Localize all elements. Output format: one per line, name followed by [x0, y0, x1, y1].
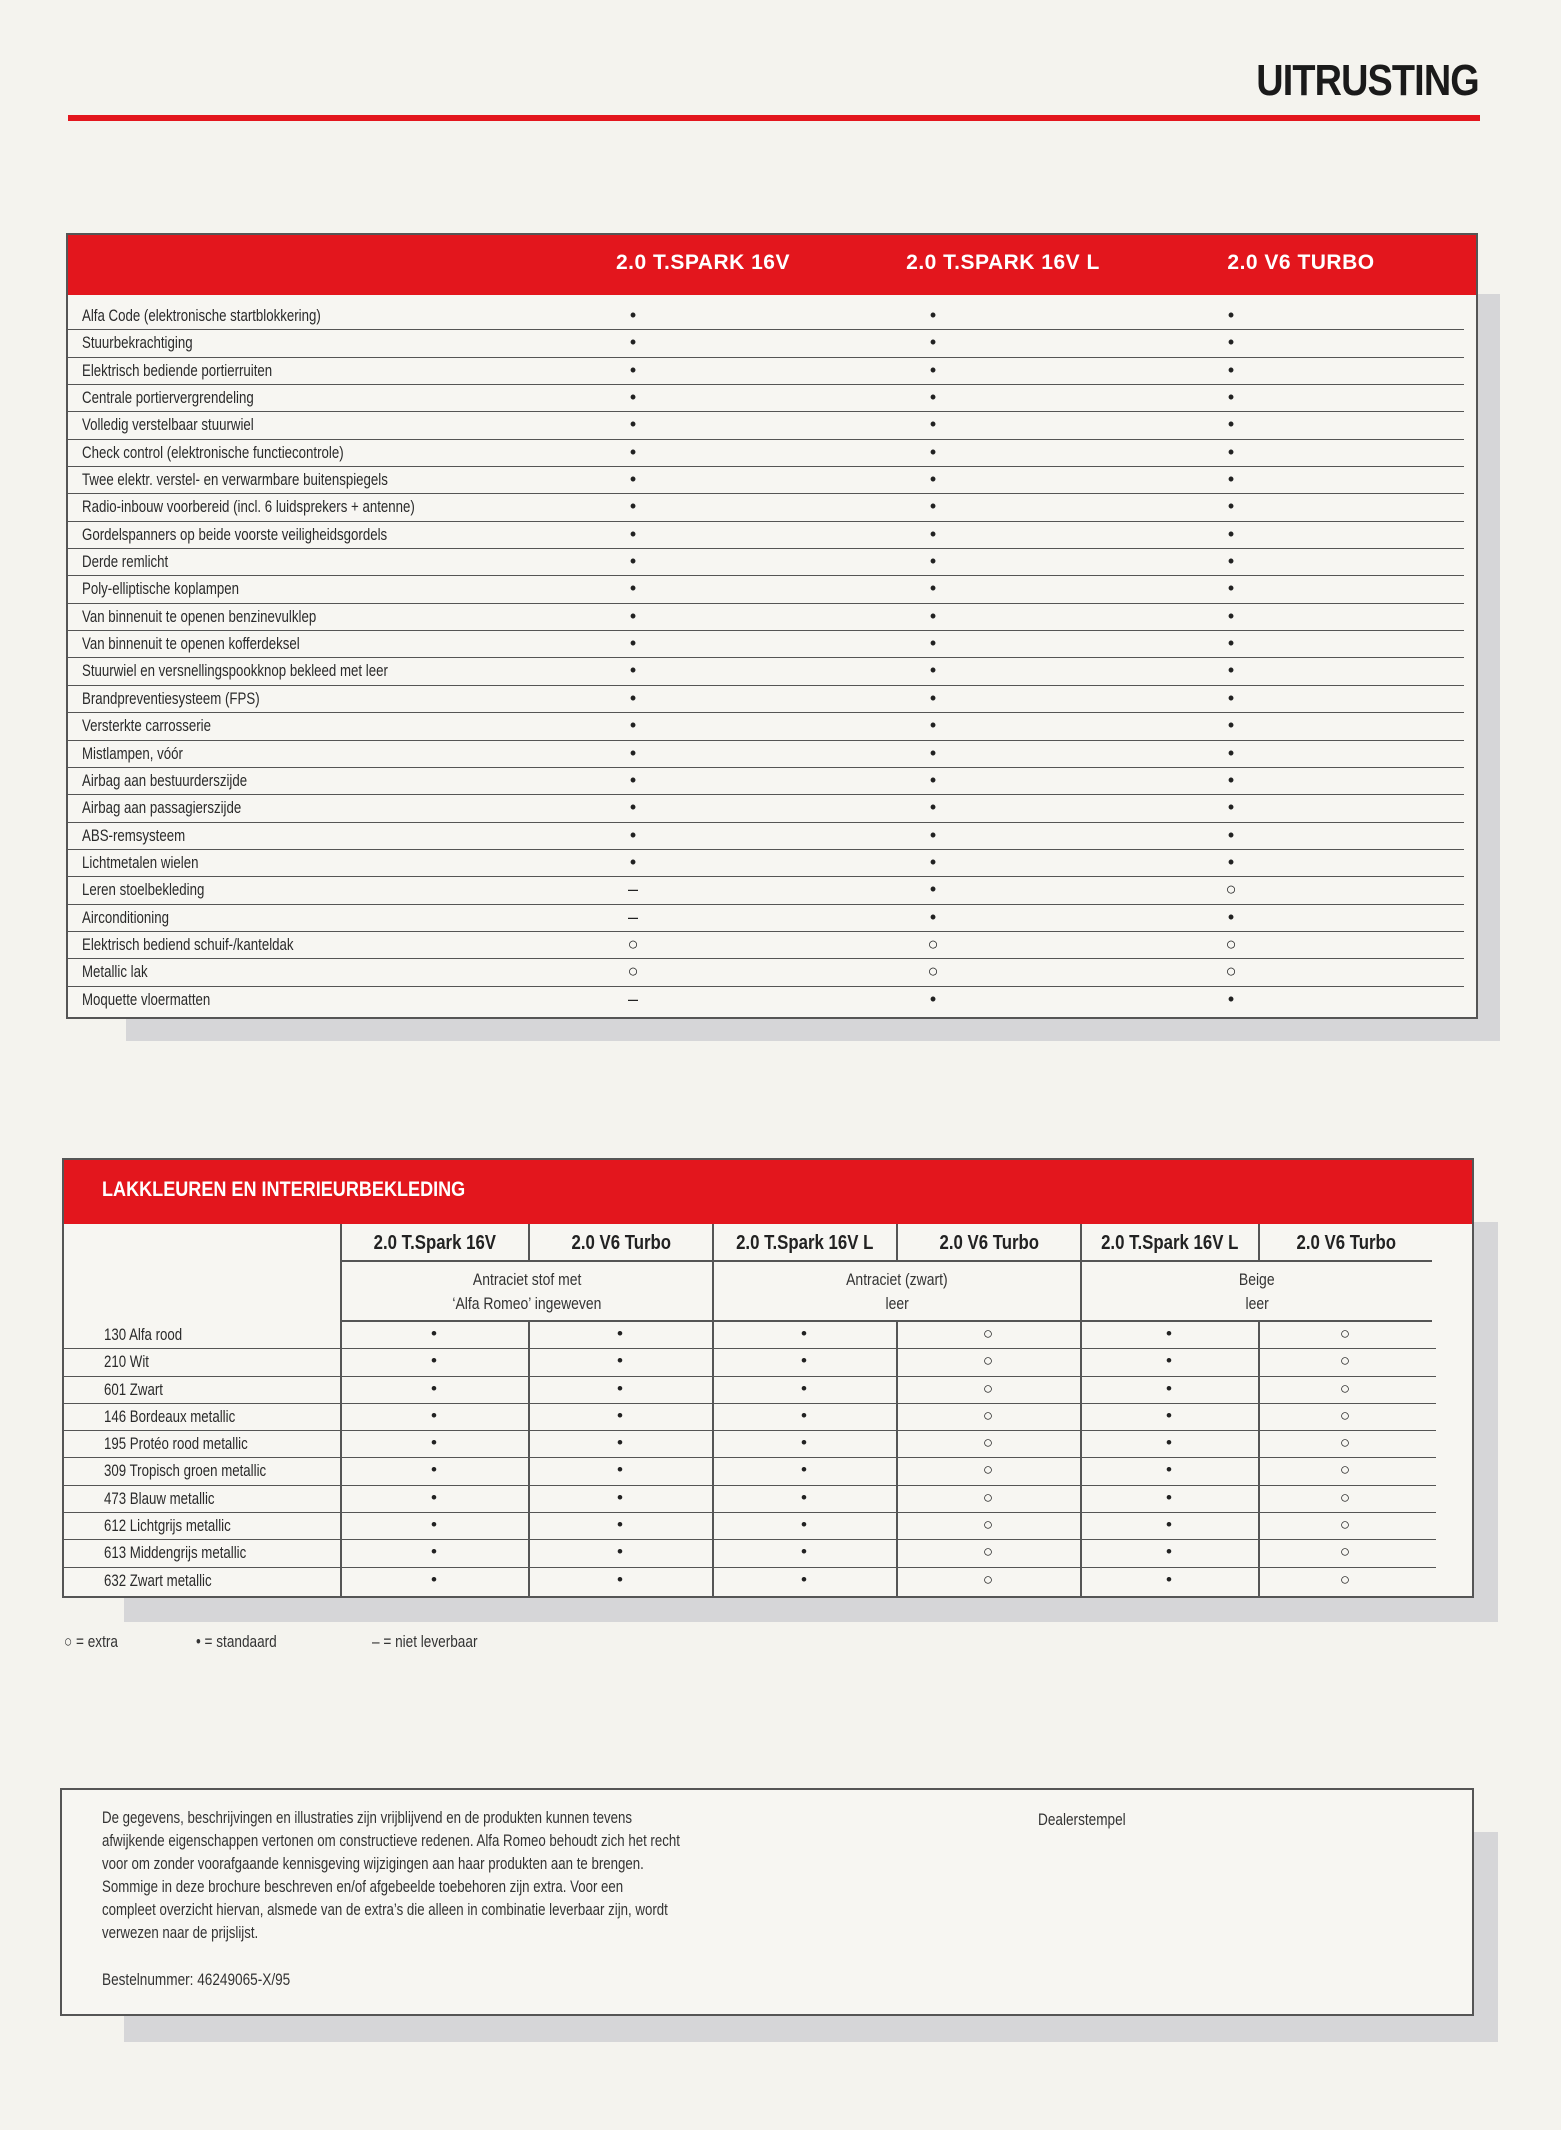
table-row [68, 303, 1464, 330]
color-value: ○ [982, 1405, 994, 1425]
table-row [68, 713, 1464, 740]
equipment-label: Check control (elektronische functiecontrole) [82, 442, 344, 462]
column-divider [712, 1322, 714, 1596]
equipment-value: • [1227, 441, 1235, 462]
table-row [64, 1568, 1436, 1595]
color-value: • [1166, 1460, 1172, 1480]
color-value: • [801, 1433, 807, 1453]
equipment-label: Lichtmetalen wielen [82, 852, 199, 872]
color-value: • [1166, 1487, 1172, 1507]
color-label: 130 Alfa rood [104, 1325, 183, 1344]
equipment-value: • [1227, 496, 1235, 517]
color-value: • [617, 1460, 623, 1480]
equipment-label: Moquette vloermatten [82, 989, 211, 1009]
color-value: • [801, 1324, 807, 1343]
equipment-value: • [629, 742, 637, 763]
equipment-value: • [929, 851, 937, 872]
table-row [68, 905, 1464, 932]
equipment-rows [68, 303, 1464, 1014]
equipment-label: Airbag aan bestuurderszijde [82, 770, 248, 790]
disclaimer-line: afwijkende eigenschappen vertonen om constructieve redenen. Alfa Romeo behoudt zich het recht [102, 1831, 680, 1850]
column-divider [896, 1322, 898, 1596]
color-value: • [801, 1569, 807, 1589]
equipment-value: • [929, 332, 937, 353]
equipment-column-header: 2.0 T.SPARK 16V L [906, 251, 1100, 274]
equipment-value: ○ [627, 933, 639, 954]
equipment-value: ○ [1225, 961, 1237, 982]
color-label: 632 Zwart metallic [104, 1570, 212, 1590]
order-number: Bestelnummer: 46249065-X/95 [102, 1970, 291, 1989]
equipment-value: • [1227, 660, 1235, 681]
equipment-value: • [929, 578, 937, 599]
equipment-value: – [627, 988, 638, 1009]
color-value: • [1166, 1569, 1172, 1589]
legend-unavailable: – = niet leverbaar [372, 1632, 478, 1651]
color-label: 210 Wit [104, 1352, 149, 1372]
equipment-value: • [929, 769, 937, 790]
disclaimer-box [60, 1788, 1474, 2016]
color-value: • [431, 1405, 437, 1425]
equipment-value: • [929, 441, 937, 462]
colors-column-header: 2.0 T.Spark 16V [340, 1224, 528, 1262]
disclaimer-text [102, 1806, 902, 1944]
color-value: • [801, 1378, 807, 1398]
color-value: ○ [1339, 1433, 1351, 1453]
equipment-value: • [629, 305, 637, 325]
color-value: • [801, 1515, 807, 1535]
equipment-value: • [929, 715, 937, 736]
equipment-value: • [629, 332, 637, 353]
color-value: ○ [1339, 1542, 1351, 1562]
color-value: ○ [982, 1487, 994, 1507]
table-row [68, 440, 1464, 467]
table-row [64, 1458, 1436, 1485]
equipment-value: • [629, 387, 637, 408]
table-row [68, 850, 1464, 877]
equipment-value: • [629, 687, 637, 708]
color-value: • [617, 1378, 623, 1398]
equipment-value: • [629, 414, 637, 435]
table-row [68, 877, 1464, 904]
color-value: ○ [1339, 1351, 1351, 1371]
equipment-label: Stuurbekrachtiging [82, 333, 193, 353]
equipment-value: • [1227, 359, 1235, 380]
equipment-label: Twee elektr. verstel- en verwarmbare buitenspiegels [82, 470, 388, 490]
table-row [68, 549, 1464, 576]
disclaimer-line: verwezen naar de prijslijst. [102, 1923, 259, 1942]
equipment-value: – [627, 879, 638, 900]
color-value: • [431, 1515, 437, 1535]
equipment-value: • [629, 715, 637, 736]
colors-column-header: 2.0 V6 Turbo [896, 1224, 1080, 1262]
equipment-value: • [929, 496, 937, 517]
disclaimer-line: voor om zonder voorafgaande kennisgeving wijzigingen aan haar produkten aan te brengen. [102, 1854, 644, 1873]
table-row [64, 1349, 1436, 1376]
table-row [68, 467, 1464, 494]
color-value: • [617, 1515, 623, 1535]
color-value: ○ [982, 1515, 994, 1535]
equipment-value: • [1227, 769, 1235, 790]
color-value: • [617, 1405, 623, 1425]
equipment-value: • [1227, 414, 1235, 435]
equipment-value: ○ [627, 961, 639, 982]
equipment-value: ○ [927, 933, 939, 954]
legend-standard: • = standaard [196, 1632, 277, 1651]
equipment-value: • [1227, 687, 1235, 708]
disclaimer-line: compleet overzicht hiervan, alsmede van de extra’s die alleen in combinatie leverbaar zijn, wordt [102, 1900, 668, 1919]
equipment-label: Elektrisch bediend schuif-/kanteldak [82, 934, 294, 954]
equipment-label: Derde remlicht [82, 552, 169, 572]
table-row [68, 385, 1464, 412]
equipment-value: • [1227, 332, 1235, 353]
equipment-label: Stuurwiel en versnellingspookknop bekleed met leer [82, 661, 388, 681]
color-value: ○ [982, 1351, 994, 1371]
table-row [68, 686, 1464, 713]
table-row [68, 795, 1464, 822]
color-value: • [801, 1542, 807, 1562]
equipment-value: • [1227, 633, 1235, 654]
color-value: • [431, 1324, 437, 1343]
color-value: ○ [1339, 1324, 1351, 1343]
color-value: • [431, 1569, 437, 1589]
colors-rows [64, 1322, 1436, 1595]
equipment-label: ABS-remsysteem [82, 825, 186, 845]
color-value: ○ [1339, 1460, 1351, 1480]
equipment-value: • [1227, 851, 1235, 872]
legend-extra: ○ = extra [64, 1632, 118, 1651]
color-value: • [1166, 1515, 1172, 1535]
equipment-value: • [1227, 387, 1235, 408]
table-row [64, 1513, 1436, 1540]
table-row [68, 932, 1464, 959]
colors-column-header: 2.0 T.Spark 16V L [1080, 1224, 1258, 1262]
equipment-value: • [929, 879, 937, 900]
color-value: • [431, 1542, 437, 1562]
color-value: • [801, 1487, 807, 1507]
color-value: • [1166, 1433, 1172, 1453]
equipment-value: • [929, 824, 937, 845]
color-value: ○ [1339, 1487, 1351, 1507]
equipment-value: • [1227, 305, 1235, 325]
equipment-value: • [1227, 797, 1235, 818]
color-value: • [431, 1433, 437, 1453]
table-row [64, 1404, 1436, 1431]
color-label: 146 Bordeaux metallic [104, 1406, 236, 1426]
equipment-value: ○ [1225, 879, 1237, 900]
equipment-value: • [629, 605, 637, 626]
color-label: 601 Zwart [104, 1379, 163, 1399]
equipment-value: • [929, 660, 937, 681]
equipment-value: • [929, 742, 937, 763]
equipment-table-header [68, 235, 1476, 295]
table-row [64, 1431, 1436, 1458]
equipment-label: Elektrisch bediende portierruiten [82, 360, 273, 380]
color-value: ○ [982, 1542, 994, 1562]
equipment-value: • [629, 769, 637, 790]
equipment-label: Versterkte carrosserie [82, 716, 211, 736]
color-value: • [801, 1405, 807, 1425]
color-value: • [617, 1324, 623, 1343]
color-value: • [431, 1487, 437, 1507]
equipment-value: • [929, 797, 937, 818]
color-value: ○ [982, 1569, 994, 1589]
column-divider [1080, 1322, 1082, 1596]
colors-table-title: LAKKLEUREN EN INTERIEURBEKLEDING [102, 1178, 466, 1201]
equipment-label: Van binnenuit te openen benzinevulklep [82, 606, 317, 626]
title-rule [68, 115, 1480, 121]
color-value: ○ [982, 1433, 994, 1453]
equipment-value: • [929, 414, 937, 435]
color-value: • [617, 1433, 623, 1453]
equipment-label: Mistlampen, vóór [82, 743, 183, 763]
equipment-label: Van binnenuit te openen kofferdeksel [82, 634, 300, 654]
equipment-value: • [629, 578, 637, 599]
equipment-label: Airconditioning [82, 907, 169, 927]
equipment-value: • [629, 797, 637, 818]
column-divider [340, 1322, 342, 1596]
disclaimer-line: Sommige in deze brochure beschreven en/of afgebeelde toebehoren zijn extra. Voor een [102, 1877, 624, 1896]
table-row [68, 330, 1464, 357]
table-row [68, 576, 1464, 603]
table-row [68, 631, 1464, 658]
equipment-value: • [1227, 551, 1235, 572]
colors-table-header [64, 1160, 1472, 1224]
upholstery-group-antraciet-stof: Antraciet stof met ‘Alfa Romeo’ ingeweven [340, 1262, 712, 1322]
equipment-value: • [1227, 523, 1235, 544]
equipment-value: • [629, 824, 637, 845]
equipment-value: • [629, 496, 637, 517]
equipment-label: Airbag aan passagierszijde [82, 798, 242, 818]
color-value: • [1166, 1378, 1172, 1398]
equipment-label: Metallic lak [82, 962, 148, 982]
table-row [68, 959, 1464, 986]
equipment-value: • [1227, 742, 1235, 763]
equipment-label: Volledig verstelbaar stuurwiel [82, 415, 254, 435]
colors-column-header: 2.0 V6 Turbo [1258, 1224, 1432, 1262]
color-value: • [1166, 1324, 1172, 1343]
upholstery-group-antraciet-leer: Antraciet (zwart) leer [712, 1262, 1080, 1322]
table-row [68, 412, 1464, 439]
color-value: ○ [1339, 1405, 1351, 1425]
equipment-label: Gordelspanners op beide voorste veiligheidsgordels [82, 524, 388, 544]
equipment-value: • [1227, 469, 1235, 490]
dealer-stamp-label: Dealerstempel [1038, 1810, 1126, 1829]
table-row [68, 741, 1464, 768]
colors-table [62, 1158, 1474, 1598]
equipment-value: • [1227, 715, 1235, 736]
color-value: • [801, 1351, 807, 1371]
equipment-value: • [929, 305, 937, 325]
color-value: ○ [1339, 1515, 1351, 1535]
table-row [68, 987, 1464, 1014]
page-title: UITRUSTING [1256, 56, 1479, 105]
table-row [68, 604, 1464, 631]
color-value: ○ [982, 1460, 994, 1480]
equipment-label: Alfa Code (elektronische startblokkering) [82, 306, 321, 325]
color-label: 613 Middengrijs metallic [104, 1543, 247, 1563]
upholstery-group-beige-leer: Beige leer [1080, 1262, 1432, 1322]
colors-column-header: 2.0 T.Spark 16V L [712, 1224, 896, 1262]
table-row [64, 1377, 1436, 1404]
equipment-value: • [929, 906, 937, 927]
color-value: • [1166, 1351, 1172, 1371]
equipment-column-header: 2.0 T.SPARK 16V [615, 251, 790, 274]
equipment-value: • [1227, 605, 1235, 626]
equipment-label: Leren stoelbekleding [82, 880, 205, 900]
equipment-value: • [929, 523, 937, 544]
equipment-value: • [1227, 578, 1235, 599]
table-row [68, 358, 1464, 385]
column-divider [528, 1322, 530, 1596]
column-divider [1258, 1322, 1260, 1596]
equipment-label: Poly-elliptische koplampen [82, 579, 239, 599]
equipment-value: • [629, 633, 637, 654]
equipment-value: • [929, 359, 937, 380]
equipment-value: • [929, 633, 937, 654]
color-value: • [801, 1460, 807, 1480]
color-value: • [431, 1351, 437, 1371]
color-value: • [1166, 1405, 1172, 1425]
color-value: ○ [982, 1378, 994, 1398]
table-row [68, 658, 1464, 685]
equipment-value: • [629, 551, 637, 572]
table-row [68, 494, 1464, 521]
equipment-value: • [629, 851, 637, 872]
color-value: ○ [982, 1324, 994, 1343]
color-label: 473 Blauw metallic [104, 1488, 215, 1508]
color-value: • [617, 1569, 623, 1589]
color-value: ○ [1339, 1378, 1351, 1398]
color-value: • [431, 1378, 437, 1398]
equipment-value: ○ [927, 961, 939, 982]
color-label: 195 Protéo rood metallic [104, 1434, 248, 1454]
table-row [64, 1322, 1436, 1349]
color-value: • [1166, 1542, 1172, 1562]
equipment-value: • [1227, 824, 1235, 845]
equipment-value: • [1227, 988, 1235, 1009]
table-row [68, 768, 1464, 795]
equipment-value: • [629, 523, 637, 544]
color-value: • [617, 1542, 623, 1562]
equipment-label: Brandpreventiesysteem (FPS) [82, 688, 260, 708]
equipment-value: • [629, 359, 637, 380]
color-value: • [431, 1460, 437, 1480]
table-row [64, 1486, 1436, 1513]
equipment-value: • [1227, 906, 1235, 927]
color-value: ○ [1339, 1569, 1351, 1589]
color-label: 612 Lichtgrijs metallic [104, 1516, 231, 1536]
color-value: • [617, 1351, 623, 1371]
colors-column-header: 2.0 V6 Turbo [528, 1224, 712, 1262]
disclaimer-line: De gegevens, beschrijvingen en illustraties zijn vrijblijvend en de produkten kunnen tevens [102, 1808, 632, 1827]
equipment-value: • [929, 387, 937, 408]
equipment-label: Centrale portiervergrendeling [82, 388, 254, 408]
equipment-value: • [929, 551, 937, 572]
equipment-value: – [627, 906, 638, 927]
equipment-table [66, 233, 1478, 1019]
equipment-value: • [929, 605, 937, 626]
equipment-value: • [629, 469, 637, 490]
table-row [68, 522, 1464, 549]
equipment-value: • [629, 660, 637, 681]
equipment-label: Radio-inbouw voorbereid (incl. 6 luidsprekers + antenne) [82, 497, 415, 517]
equipment-value: • [629, 441, 637, 462]
color-value: • [617, 1487, 623, 1507]
equipment-value: ○ [1225, 933, 1237, 954]
table-row [68, 823, 1464, 850]
equipment-value: • [929, 988, 937, 1009]
equipment-column-header: 2.0 V6 TURBO [1227, 251, 1375, 274]
equipment-value: • [929, 469, 937, 490]
equipment-value: • [929, 687, 937, 708]
color-label: 309 Tropisch groen metallic [104, 1461, 267, 1481]
table-row [64, 1540, 1436, 1567]
